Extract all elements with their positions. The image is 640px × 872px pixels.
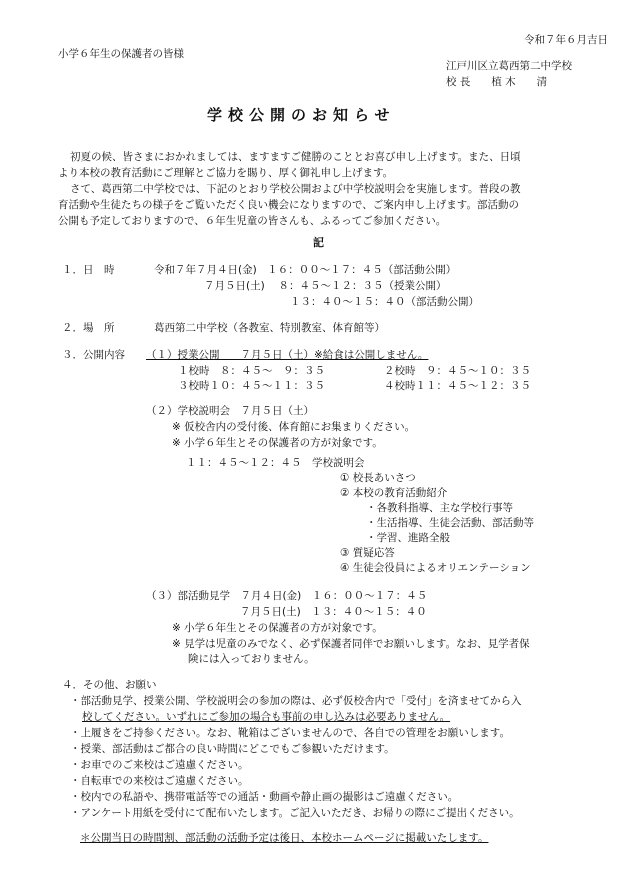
issue-date: 令和７年６月吉日	[524, 34, 608, 46]
club-visit-line-2: ７月５日(土) １３：４０～１５：４０	[240, 606, 427, 618]
agenda-item-4: ④ 生徒会役員によるオリエンテーション	[340, 562, 531, 574]
datetime-line-3: １３：４０～１５：４０（部活動公開）	[290, 296, 479, 308]
section-place-label: ２．場 所	[62, 322, 115, 334]
period-3: ３校時１０：４５～１１：３５	[178, 380, 325, 392]
agenda-item-3: ③ 質疑応答	[340, 547, 395, 559]
datetime-line-2: ７月５日(土) ８：４５～１２：３５（授業公開）	[204, 280, 447, 292]
agenda-item-2c: ・学習、進路全般	[366, 532, 450, 544]
period-4: ４校時１１：４５～１２：３５	[384, 380, 531, 392]
club-visit-note-2: ※ 見学は児童のみでなく、必ず保護者同伴でお願いします。なお、見学者保	[172, 638, 530, 650]
agenda-item-2a: ・各教科指導、主な学校行事等	[366, 502, 513, 514]
request-5: ・自転車での来校はご遠慮ください。	[70, 775, 249, 787]
intro-line-5: 公開も予定しておりますので、６年生児童の皆さんも、ふるってご参加ください。	[58, 215, 447, 227]
club-visit-heading: （３）部活動見学 ７月４日(金) １６：００～１７：４５	[146, 590, 428, 602]
request-4: ・お車でのご来校はご遠慮ください。	[70, 759, 249, 771]
school-name: 江戸川区立葛西第二中学校	[446, 60, 572, 72]
request-2: ・上履きをご持参ください。なお、靴箱はございませんので、各自での管理をお願いします。	[70, 727, 510, 739]
club-visit-note-2b: 険には入っておりません。	[188, 653, 315, 665]
principal-name: 校 長 植 木 清	[446, 76, 548, 88]
briefing-time: １１：４５～１２：４５ 学校説明会	[186, 457, 365, 469]
request-1a: ・部活動見学、授業公開、学校説明会の参加の際は、必ず仮校舎内で「受付」を済ませてから入	[70, 695, 522, 707]
briefing-note-1: ※ 仮校舎内の受付後、体育館にお集まりください。	[172, 421, 416, 433]
recipient: 小学６年生の保護者の皆様	[58, 48, 184, 60]
request-6: ・校内での私語や、携帯電話等での通話・動画や静止画の撮影はご遠慮ください。	[70, 791, 459, 803]
intro-line-3: さて、葛西第二中学校では、下記のとおり学校公開および中学校説明会を実施します。普段の教	[70, 183, 521, 195]
class-open-heading: （１）授業公開 ７月５日（土）※給食は公開しません。	[146, 349, 429, 361]
club-visit-note-1: ※ 小学６年生とその保護者の方が対象です。	[172, 622, 383, 634]
agenda-item-2b: ・生活指導、生徒会活動、部活動等	[366, 517, 534, 529]
datetime-line-1: 令和７年７月４日(金) １６：００～１７：４５（部活動公開）	[154, 264, 457, 276]
section-other-label: ４．その他、お願い	[62, 679, 157, 691]
section-content-label: ３．公開内容	[62, 349, 125, 361]
place-text: 葛西第二中学校（各教室、特別教室、体育館等）	[154, 322, 385, 334]
agenda-item-1: ① 校長あいさつ	[340, 472, 416, 484]
intro-line-4: 育活動や生徒たちの様子をご覧いただく良い機会になりますので、ご案内申し上げます。部活動の	[58, 199, 519, 211]
request-7: ・アンケート用紙を受付にて配布いたします。ご記入いただき、お帰りの際にご提出ください。	[70, 807, 520, 819]
period-1: １校時 ８：４５～ ９：３５	[178, 365, 325, 377]
page-title: 学校公開のお知らせ	[207, 106, 396, 124]
intro-line-1: 初夏の候、皆さまにおかれましては、ますますご健勝のこととお喜び申し上げます。また、日頃	[70, 151, 521, 163]
request-3: ・授業、部活動はご都合の良い時間にどこでもご参観いただけます。	[70, 743, 395, 755]
request-1b: 校してください。いずれにご参加の場合も事前の申し込みは必要ありません。	[82, 711, 451, 723]
ki-heading: 記	[313, 236, 324, 249]
briefing-note-2: ※ 小学６年生とその保護者の方が対象です。	[172, 437, 383, 449]
section-datetime-label: １．日 時	[62, 264, 115, 276]
agenda-item-2: ② 本校の教育活動紹介	[340, 487, 448, 499]
briefing-heading: （２）学校説明会 ７月５日（土）	[146, 405, 314, 417]
period-2: ２校時 ９：４５～１０：３５	[384, 365, 531, 377]
intro-line-2: より本校の教育活動にご理解とご協力を賜り、厚く御礼申し上げます。	[58, 167, 394, 179]
footer-note: ＊公開当日の時間割、部活動の活動予定は後日、本校ホームページに掲載いたします。	[80, 832, 489, 844]
